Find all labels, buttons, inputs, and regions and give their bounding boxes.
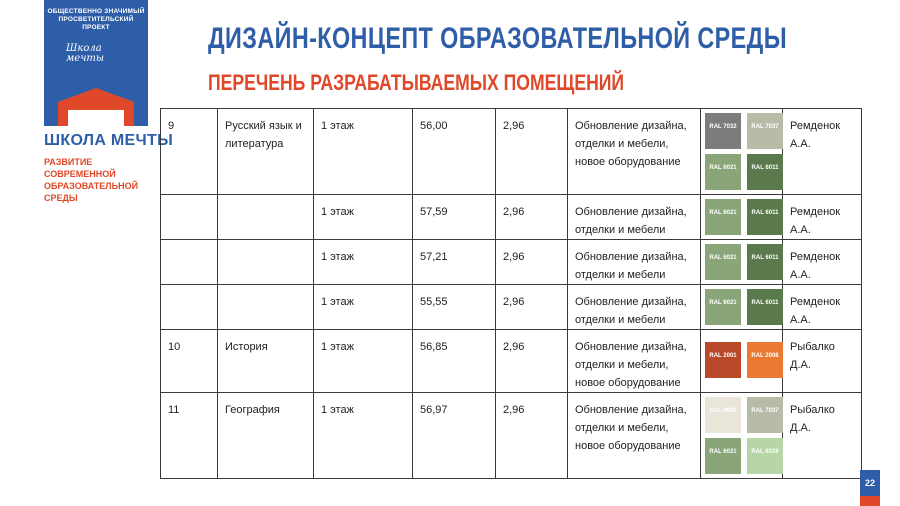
floor-cell: 1 этаж <box>314 109 413 195</box>
author-cell: Рыбалко Д.А. <box>783 330 862 393</box>
author-cell: Ремденок А.А. <box>783 240 862 285</box>
height-cell: 2,96 <box>496 285 568 330</box>
color-swatches-cell <box>701 240 783 285</box>
brand-tagline: ОБЩЕСТВЕННО ЗНАЧИМЫЙ ПРОСВЕТИТЕЛЬСКИЙ ПРОЕКТ <box>47 8 145 31</box>
ral-code-label: RAL 2008 <box>751 353 779 359</box>
ral-color-swatch <box>705 342 741 378</box>
page-number-accent <box>860 496 880 506</box>
work-cell: Обновление дизайна, отделки и мебели <box>568 240 701 285</box>
floor-cell: 1 этаж <box>314 240 413 285</box>
row-number-cell: 11 <box>161 393 218 479</box>
ral-color-swatch <box>705 438 741 474</box>
swatch-grid <box>703 111 780 190</box>
brand-logo <box>44 0 148 126</box>
author-cell: Ремденок А.А. <box>783 109 862 195</box>
ral-color-swatch <box>747 289 783 325</box>
area-cell: 56,85 <box>413 330 496 393</box>
ral-code-label: RAL 6021 <box>709 300 737 306</box>
ral-code-label: RAL 7037 <box>751 124 779 130</box>
author-cell: Рыбалко Д.А. <box>783 393 862 479</box>
rooms-table <box>160 108 862 479</box>
row-number-cell: 9 <box>161 109 218 195</box>
school-house-icon <box>58 88 134 126</box>
subject-cell: География <box>218 393 314 479</box>
color-swatches-cell <box>701 285 783 330</box>
ral-color-swatch <box>705 199 741 235</box>
work-cell: Обновление дизайна, отделки и мебели <box>568 285 701 330</box>
work-cell: Обновление дизайна, отделки и мебели <box>568 195 701 240</box>
ral-color-swatch <box>747 244 783 280</box>
ral-color-swatch <box>747 199 783 235</box>
ral-code-label: RAL 6011 <box>751 165 779 171</box>
area-cell: 57,59 <box>413 195 496 240</box>
ral-color-swatch <box>747 342 783 378</box>
swatch-grid <box>703 242 780 280</box>
ral-color-swatch <box>747 397 783 433</box>
swatch-grid <box>703 197 780 235</box>
subject-cell <box>218 285 314 330</box>
work-cell: Обновление дизайна, отделки и мебели, новое оборудование <box>568 393 701 479</box>
area-cell: 57,21 <box>413 240 496 285</box>
ral-color-swatch <box>705 289 741 325</box>
author-cell: Ремденок А.А. <box>783 195 862 240</box>
table-body <box>161 109 862 479</box>
subject-cell: Русский язык и литература <box>218 109 314 195</box>
subject-cell: История <box>218 330 314 393</box>
floor-cell: 1 этаж <box>314 393 413 479</box>
floor-cell: 1 этаж <box>314 195 413 240</box>
swatch-grid <box>703 332 780 378</box>
height-cell: 2,96 <box>496 195 568 240</box>
ral-color-swatch <box>747 438 783 474</box>
ral-color-swatch <box>747 154 783 190</box>
color-swatches-cell <box>701 393 783 479</box>
height-cell: 2,96 <box>496 109 568 195</box>
ral-code-label: RAL 6021 <box>709 255 737 261</box>
swatch-grid <box>703 287 780 325</box>
ral-code-label: RAL 7032 <box>709 124 737 130</box>
swatch-grid <box>703 395 780 474</box>
floor-cell: 1 этаж <box>314 285 413 330</box>
ral-code-label: RAL 2001 <box>709 353 737 359</box>
table-row <box>161 330 862 393</box>
brand-subtitle: РАЗВИТИЕ СОВРЕМЕННОЙ ОБРАЗОВАТЕЛЬНОЙ СРЕДЫ <box>44 157 139 203</box>
ral-color-swatch <box>747 113 783 149</box>
ral-code-label: RAL 6011 <box>751 255 779 261</box>
ral-code-label: RAL 6021 <box>709 165 737 171</box>
color-swatches-cell <box>701 195 783 240</box>
table-row <box>161 285 862 330</box>
table-row <box>161 109 862 195</box>
subject-cell <box>218 240 314 285</box>
area-cell: 56,00 <box>413 109 496 195</box>
ral-code-label: RAL 6021 <box>709 449 737 455</box>
color-swatches-cell <box>701 330 783 393</box>
page-number: 22 <box>860 470 880 496</box>
row-number-cell <box>161 285 218 330</box>
ral-color-swatch <box>705 244 741 280</box>
ral-code-label: RAL 7037 <box>751 408 779 414</box>
subject-cell <box>218 195 314 240</box>
color-swatches-cell <box>701 109 783 195</box>
row-number-cell: 10 <box>161 330 218 393</box>
ral-color-swatch <box>705 113 741 149</box>
floor-cell: 1 этаж <box>314 330 413 393</box>
work-cell: Обновление дизайна, отделки и мебели, новое оборудование <box>568 109 701 195</box>
brand-name: ШКОЛА МЕЧТЫ <box>44 132 174 149</box>
ral-code-label: RAL 6011 <box>751 210 779 216</box>
ral-code-label: RAL 9001 <box>709 408 737 414</box>
table-row <box>161 393 862 479</box>
ral-color-swatch <box>705 397 741 433</box>
height-cell: 2,96 <box>496 330 568 393</box>
table-row <box>161 240 862 285</box>
area-cell: 56,97 <box>413 393 496 479</box>
row-number-cell <box>161 240 218 285</box>
page-subtitle: ПЕРЕЧЕНЬ РАЗРАБАТЫВАЕМЫХ ПОМЕЩЕНИЙ <box>208 70 625 95</box>
author-cell: Ремденок А.А. <box>783 285 862 330</box>
ral-code-label: RAL 6019 <box>751 449 779 455</box>
brand-script-logo: Школа мечты <box>66 43 105 64</box>
area-cell: 55,55 <box>413 285 496 330</box>
work-cell: Обновление дизайна, отделки и мебели, новое оборудование <box>568 330 701 393</box>
height-cell: 2,96 <box>496 240 568 285</box>
ral-code-label: RAL 6011 <box>751 300 779 306</box>
ral-code-label: RAL 6021 <box>709 210 737 216</box>
row-number-cell <box>161 195 218 240</box>
height-cell: 2,96 <box>496 393 568 479</box>
page-title: ДИЗАЙН-КОНЦЕПТ ОБРАЗОВАТЕЛЬНОЙ СРЕДЫ <box>208 22 788 55</box>
ral-color-swatch <box>705 154 741 190</box>
table-row <box>161 195 862 240</box>
